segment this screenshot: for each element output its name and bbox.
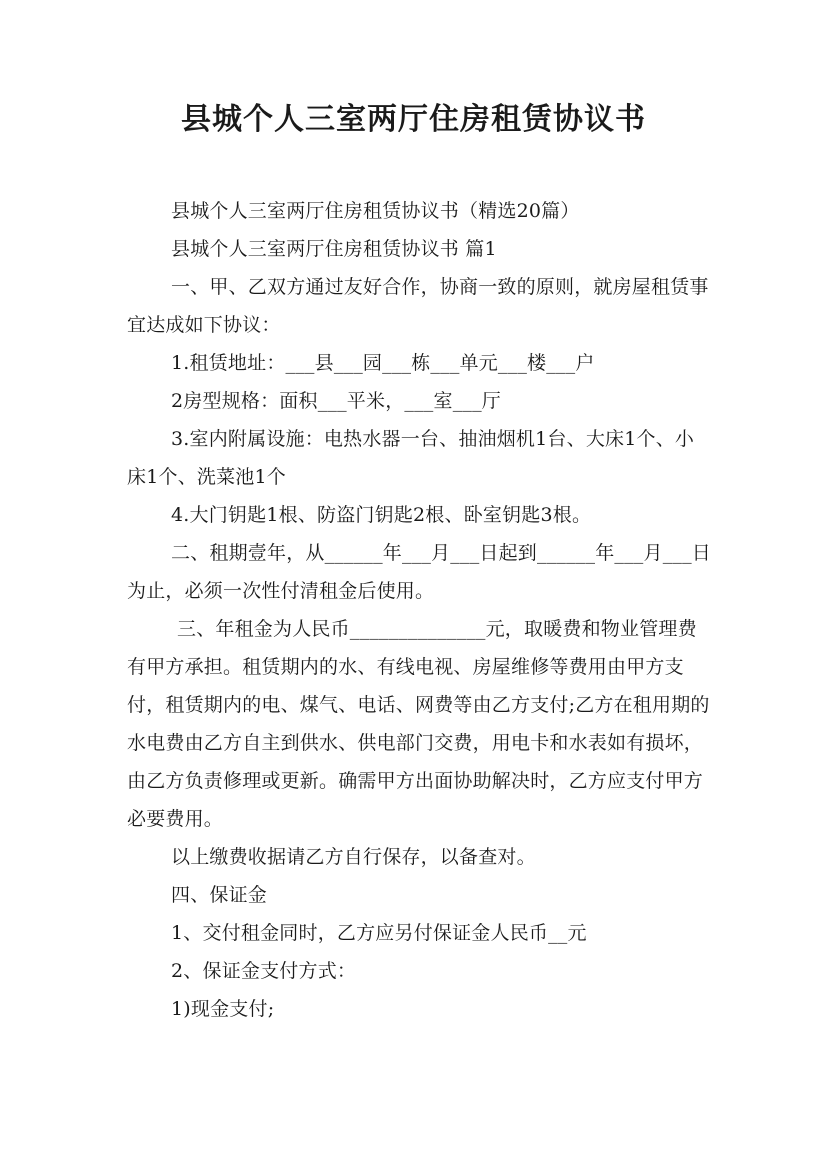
paragraph-keys: 4.大门钥匙1根、防盗门钥匙2根、卧室钥匙3根。 xyxy=(171,504,592,526)
document-body xyxy=(127,192,713,1028)
paragraph-rental-address: 1.租赁地址：___县___园___栋___单元___楼___户 xyxy=(171,352,595,374)
paragraph-receipts: 以上缴费收据请乙方自行保存，以备查对。 xyxy=(171,846,536,868)
paragraph-collection-title: 县城个人三室两厅住房租赁协议书（精选20篇） xyxy=(171,200,580,222)
paragraph-deposit-heading: 四、保证金 xyxy=(171,884,268,906)
paragraph-facilities: 3.室内附属设施：电热水器一台、抽油烟机1台、大床1个、小床1个、洗菜池1个 xyxy=(127,428,695,488)
paragraph-annual-rent: 三、年租金为人民币______________元，取暖费和物业管理费有甲方承担。租赁期内的水、有线电视、房屋维修等费用由甲方支付，租赁期内的电、煤气、电话、网费等由乙方支付;乙方在租用期的水电费由乙方自主到供水、供电部门交费，用电卡和水表如有损坏，由乙方负责修理或更新。确需甲方出面协助解决时，乙方应支付甲方必要费用。 xyxy=(127,618,710,830)
paragraph-section-title: 县城个人三室两厅住房租赁协议书 篇1 xyxy=(171,238,497,260)
paragraph-agreement-intro: 一、甲、乙双方通过友好合作，协商一致的原则，就房屋租赁事宜达成如下协议： xyxy=(127,276,709,336)
document-title: 县城个人三室两厅住房租赁协议书 xyxy=(181,102,646,137)
paragraph-lease-term: 二、租期壹年，从______年___月___日起到______年___月___日为止，必须一次性付清租金后使用。 xyxy=(127,542,712,602)
paragraph-cash-payment: 1)现金支付; xyxy=(171,998,275,1020)
paragraph-deposit-method: 2、保证金支付方式： xyxy=(171,960,357,982)
paragraph-room-type: 2房型规格：面积___平米，___室___厅 xyxy=(171,390,501,412)
paragraph-deposit-amount: 1、交付租金同时，乙方应另付保证金人民币__元 xyxy=(171,922,587,944)
